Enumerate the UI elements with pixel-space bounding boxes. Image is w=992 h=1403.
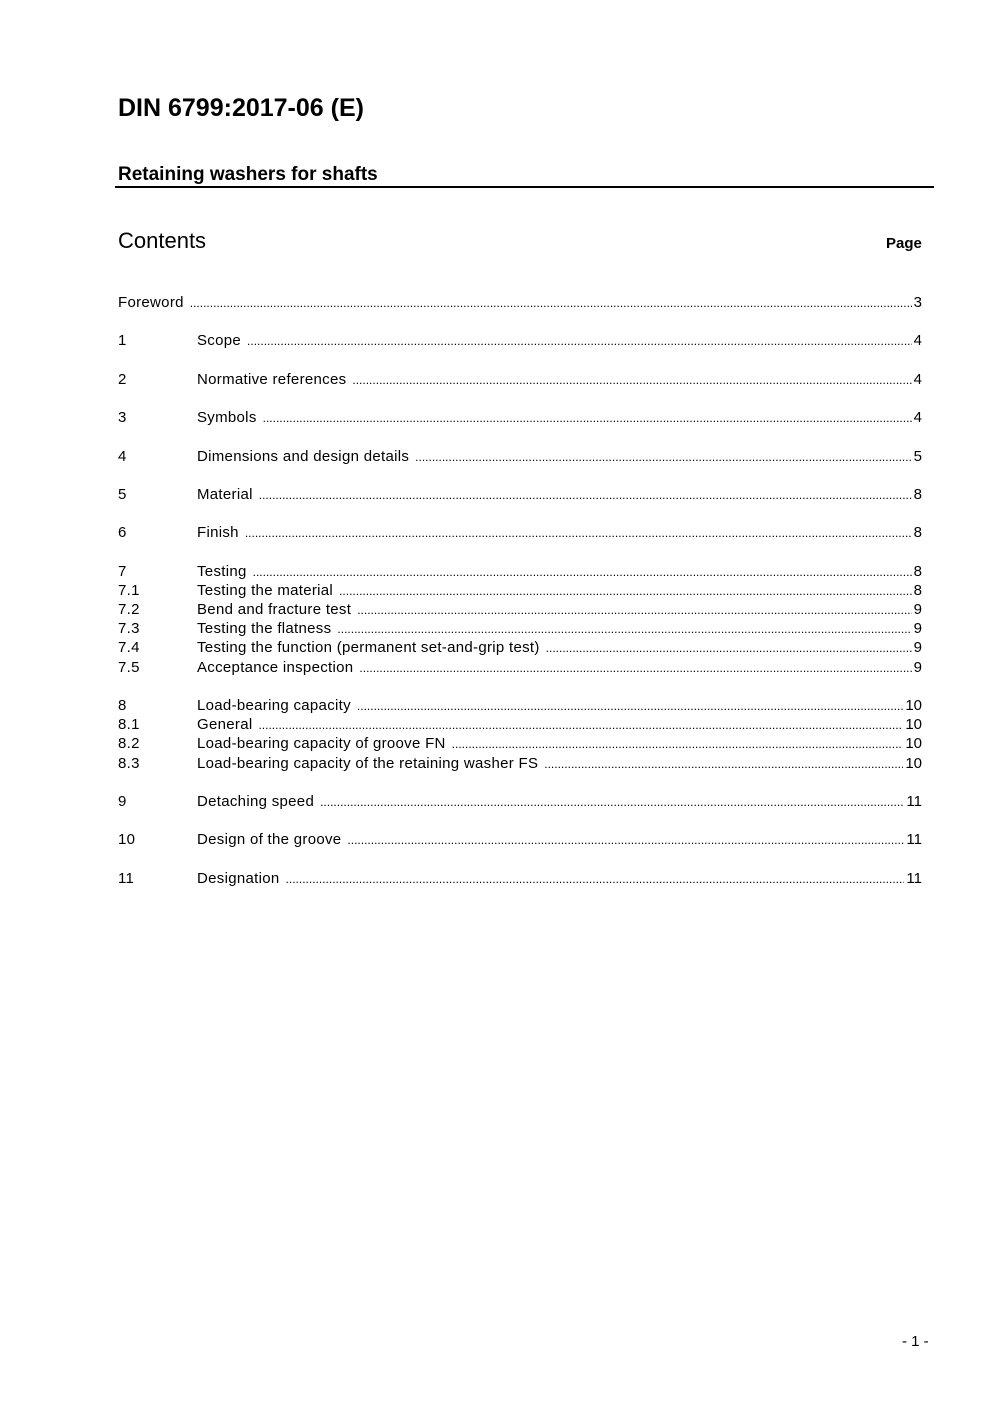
toc-entry-page: 10	[905, 754, 922, 772]
document-title: DIN 6799:2017-06 (E)	[118, 94, 364, 122]
toc-entry-page: 9	[913, 658, 922, 676]
toc-entry-number: 6	[118, 524, 127, 542]
toc-entry-number: 9	[118, 792, 127, 810]
toc-leader-dots	[359, 659, 911, 678]
toc-entry-title: Load-bearing capacity of groove FN	[197, 735, 446, 753]
toc-entry[interactable]	[118, 370, 922, 389]
contents-heading: Contents	[118, 228, 207, 253]
toc-leader-dots	[253, 563, 912, 582]
toc-entry-page: 11	[906, 792, 922, 810]
toc-entry-page: 8	[913, 581, 922, 599]
toc-entry-title: Load-bearing capacity	[197, 696, 351, 714]
toc-entry[interactable]	[118, 447, 922, 466]
toc-entry-title: Load-bearing capacity of the retaining washer FS	[197, 754, 539, 772]
toc-entry-number: 7.4	[118, 639, 140, 657]
toc-entry-page: 3	[913, 294, 922, 311]
toc-leader-dots	[190, 294, 912, 313]
toc-entry-title: Foreword	[118, 294, 184, 311]
toc-entry-number: 3	[118, 409, 127, 427]
toc-entry-title: General	[197, 716, 253, 734]
toc-leader-dots	[258, 716, 903, 735]
toc-entry[interactable]	[118, 715, 922, 734]
toc-entry-number: 7.5	[118, 658, 140, 676]
toc-entry[interactable]	[118, 658, 922, 677]
page-number: - 1 -	[902, 1333, 929, 1350]
toc-entry[interactable]	[118, 485, 922, 504]
toc-entry-page: 10	[905, 696, 922, 714]
toc-entry-page: 9	[913, 639, 922, 657]
toc-entry[interactable]	[118, 734, 922, 753]
toc-entry-number: 8.2	[118, 735, 140, 753]
toc-leader-dots	[337, 620, 911, 639]
toc-entry-title: Testing the function (permanent set-and-grip test)	[197, 639, 540, 657]
toc-leader-dots	[352, 371, 911, 390]
toc-entry-title: Testing	[197, 562, 247, 580]
toc-entry-page: 8	[913, 562, 922, 580]
table-of-contents	[118, 293, 922, 888]
toc-entry-number: 7.1	[118, 581, 140, 599]
toc-entry-page: 8	[913, 485, 922, 503]
toc-entry-page: 9	[913, 620, 922, 638]
toc-leader-dots	[263, 409, 912, 428]
toc-entry[interactable]	[118, 408, 922, 427]
toc-entry[interactable]	[118, 523, 922, 542]
toc-entry-title: Design of the groove	[197, 831, 342, 849]
toc-entry[interactable]	[118, 869, 922, 888]
toc-entry-page: 10	[905, 735, 922, 753]
toc-entry-page: 4	[913, 409, 922, 427]
toc-entry-number: 8	[118, 696, 127, 714]
toc-entry-title: Testing the flatness	[197, 620, 332, 638]
toc-entry-foreword[interactable]	[118, 293, 922, 312]
toc-entry[interactable]	[118, 619, 922, 638]
toc-entry-number: 8.3	[118, 754, 140, 772]
toc-entry[interactable]	[118, 830, 922, 849]
toc-entry-title: Detaching speed	[197, 792, 315, 810]
toc-entry-number: 7.2	[118, 601, 140, 618]
toc-entry-number: 2	[118, 370, 127, 388]
toc-leader-dots	[357, 601, 911, 620]
toc-entry[interactable]	[118, 754, 922, 773]
toc-entry-number: 7.3	[118, 620, 140, 638]
toc-entry-title: Symbols	[197, 409, 257, 427]
toc-leader-dots	[452, 735, 904, 754]
toc-leader-dots	[247, 332, 912, 351]
toc-entry[interactable]	[118, 696, 922, 715]
toc-leader-dots	[347, 831, 904, 850]
toc-entry-title: Acceptance inspection	[197, 658, 354, 676]
toc-entry[interactable]	[118, 331, 922, 350]
toc-entry-title: Normative references	[197, 370, 347, 388]
page-column-label: Page	[886, 235, 922, 252]
toc-entry-page: 4	[913, 370, 922, 388]
toc-entry[interactable]	[118, 581, 922, 600]
toc-leader-dots	[357, 697, 903, 716]
toc-entry-number: 1	[118, 332, 127, 350]
subtitle-underline	[115, 186, 934, 188]
toc-leader-dots	[286, 870, 905, 889]
toc-entry-number: 11	[118, 869, 135, 887]
toc-leader-dots	[544, 755, 903, 774]
toc-entry-title: Designation	[197, 869, 280, 887]
toc-entry-page: 11	[906, 831, 922, 849]
toc-entry-title: Scope	[197, 332, 242, 350]
toc-entry[interactable]	[118, 638, 922, 657]
toc-entry[interactable]	[118, 600, 922, 619]
toc-leader-dots	[320, 793, 904, 812]
toc-entry-page: 11	[906, 869, 922, 887]
toc-entry-title: Bend and fracture test	[197, 601, 352, 618]
toc-leader-dots	[259, 486, 912, 505]
toc-entry-page: 5	[913, 447, 922, 465]
toc-entry-page: 4	[913, 332, 922, 350]
toc-entry[interactable]	[118, 792, 922, 811]
toc-entry-title: Finish	[197, 524, 239, 542]
toc-entry-title: Material	[197, 485, 253, 503]
document-subtitle: Retaining washers for shafts	[118, 164, 378, 185]
toc-entry-number: 5	[118, 485, 127, 503]
toc-entry-page: 10	[905, 716, 922, 734]
toc-entry-number: 8.1	[118, 716, 140, 734]
toc-entry-page: 8	[913, 524, 922, 542]
toc-entry-title: Dimensions and design details	[197, 447, 410, 465]
toc-entry-title: Testing the material	[197, 581, 334, 599]
toc-entry-number: 10	[118, 831, 136, 849]
toc-leader-dots	[546, 639, 912, 658]
toc-entry-page: 9	[913, 601, 922, 618]
toc-entry-number: 7	[118, 562, 127, 580]
toc-entry-number: 4	[118, 447, 127, 465]
toc-leader-dots	[339, 582, 912, 601]
toc-entry[interactable]	[118, 562, 922, 581]
toc-leader-dots	[415, 448, 912, 467]
toc-leader-dots	[245, 524, 912, 543]
